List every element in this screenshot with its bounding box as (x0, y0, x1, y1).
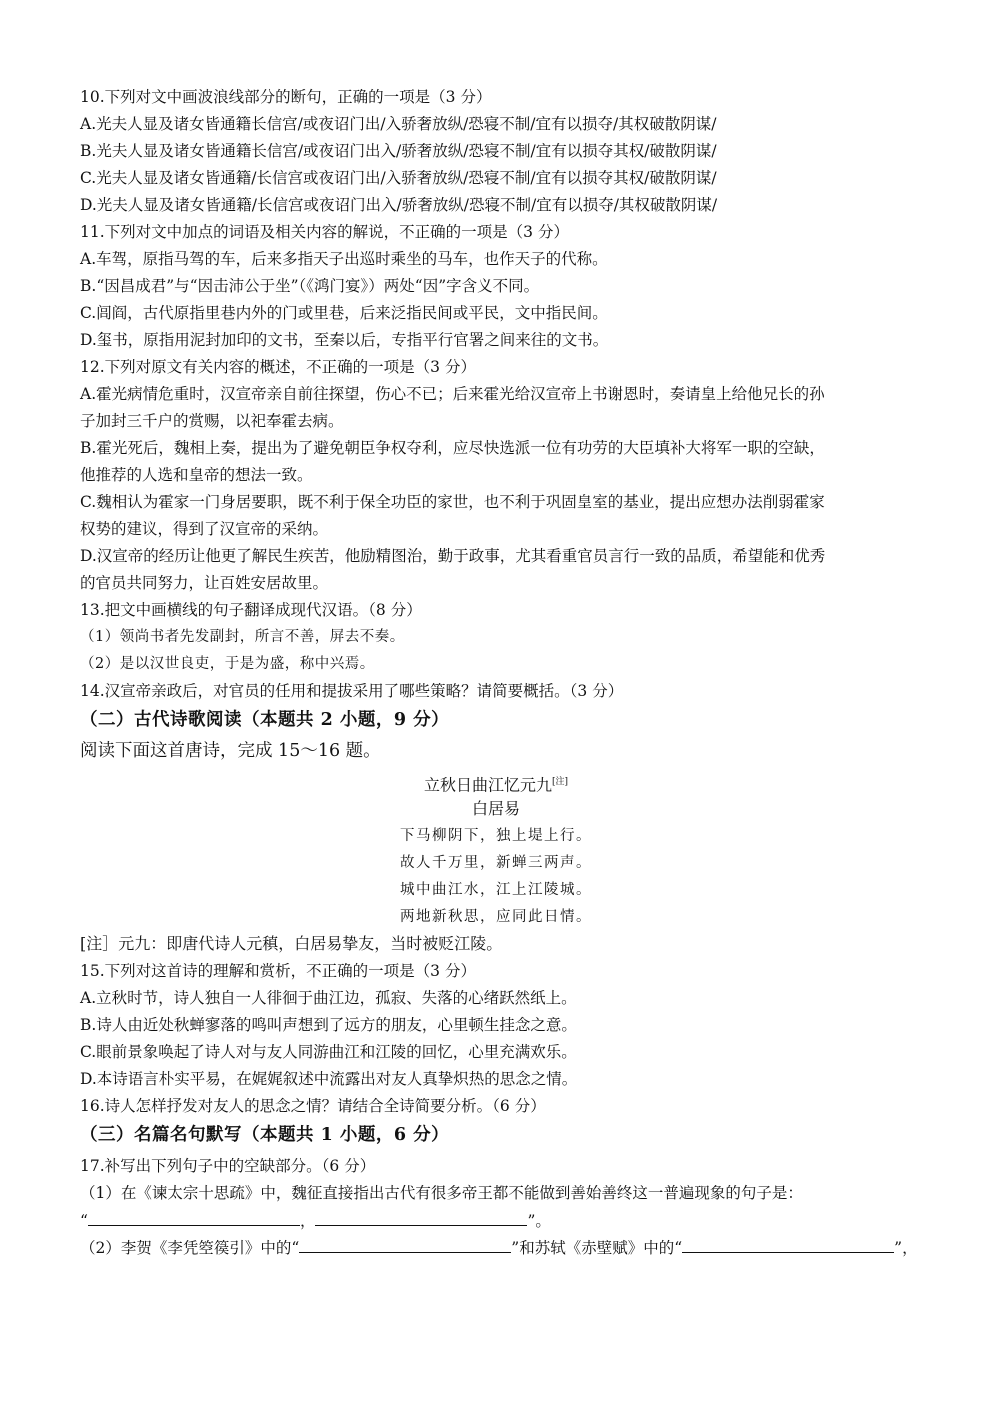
answer-blank-3[interactable] (299, 1236, 511, 1253)
poem-note: [注］元九：即唐代诗人元稹，白居易挚友，当时被贬江陵。 (80, 934, 503, 953)
q17-s2-middle: ”和苏轼《赤壁赋》中的“ (511, 1239, 683, 1257)
q17-sentence-1: （1）在《谏太宗十思疏》中，魏征直接指出古代有很多帝王都不能做到善始善终这一普遍现象的句子是： (80, 1184, 803, 1202)
q15-option-b: B.诗人由近处秋蝉寥落的鸣叫声想到了远方的朋友，心里顿生挂念之意。 (80, 1016, 577, 1034)
q10-option-c: C.光夫人显及诸女皆通籍/长信宫或夜诏门出/入骄奢放纵/恐寝不制/宜有以损夺其权/破散阴谋/ (80, 169, 717, 187)
q14-stem: 14.汉宣帝亲政后，对官员的任用和提拔采用了哪些策略？请简要概括。（3 分） (80, 682, 624, 700)
answer-blank-2[interactable] (315, 1209, 527, 1226)
answer-blank-4[interactable] (682, 1236, 894, 1253)
q15-option-d: D.本诗语言朴实平易，在娓娓叙述中流露出对友人真挚炽热的思念之情。 (80, 1070, 578, 1088)
q12-option-c-line1: C.魏相认为霍家一门身居要职，既不利于保全功臣的家世，也不利于巩固皇室的基业，提出应想办法削弱霍家 (80, 493, 825, 511)
open-quote: “ (80, 1212, 88, 1230)
q10-stem: 10.下列对文中画波浪线部分的断句，正确的一项是（3 分） (80, 88, 492, 106)
q11-option-d: D.玺书，原指用泥封加印的文书，至秦以后，专指平行官署之间来往的文书。 (80, 331, 609, 349)
q11-option-a: A.车驾，原指马驾的车，后来多指天子出巡时乘坐的马车，也作天子的代称。 (80, 250, 608, 268)
q12-option-a-line1: A.霍光病情危重时，汉宣帝亲自前往探望，伤心不已；后来霍光给汉宣帝上书谢恩时，奏请皇上给他兄长的孙 (80, 385, 825, 403)
close-quote: ”。 (527, 1212, 551, 1230)
poem-note-mark: [注] (551, 777, 569, 787)
q11-stem: 11.下列对文中加点的词语及相关内容的解说，不正确的一项是（3 分） (80, 223, 569, 241)
q16-stem: 16.诗人怎样抒发对友人的思念之情？请结合全诗简要分析。（6 分） (80, 1097, 546, 1115)
poem-line-2: 故人千万里，新蝉三两声。 (400, 855, 592, 871)
q10-option-d: D.光夫人显及诸女皆通籍/长信宫或夜诏门出入/骄奢放纵/恐寝不制/宜有以损夺/其权破散阴谋/ (80, 196, 718, 214)
q12-option-a-line2: 子加封三千户的赏赐，以祀奉霍去病。 (80, 412, 344, 430)
poem-line-1: 下马柳阴下，独上堤上行。 (400, 828, 592, 844)
section-3-title: （三）名篇名句默写（本题共 1 小题，6 分） (80, 1125, 450, 1145)
q11-option-b: B.“因昌成君”与“因击沛公于坐”（《鸿门宴》）两处“因”字含义不同。 (80, 277, 540, 295)
q13-sentence-2: （2）是以汉世良吏，于是为盛，称中兴焉。 (80, 656, 375, 672)
poem-author: 白居易 (471, 799, 520, 818)
q10-option-b: B.光夫人显及诸女皆通籍长信宫/或夜诏门出入/骄奢放纵/恐寝不制/宜有以损夺其权/破散阴谋/ (80, 142, 717, 160)
q13-stem: 13.把文中画横线的句子翻译成现代汉语。（8 分） (80, 601, 422, 619)
q11-option-c: C.闾阎，古代原指里巷内外的门或里巷，后来泛指民间或平民，文中指民间。 (80, 304, 608, 322)
poem-title: 立秋日曲江忆元九 (423, 775, 552, 795)
q12-option-d-line2: 的官员共同努力，让百姓安居故里。 (80, 574, 329, 592)
q13-sentence-1: （1）领尚书者先发副封，所言不善，屏去不奏。 (80, 629, 405, 645)
section-2-title: （二）古代诗歌阅读（本题共 2 小题，9 分） (80, 710, 450, 730)
q10-option-a: A.光夫人显及诸女皆通籍长信宫/或夜诏门出/入骄奢放纵/恐寝不制/宜有以损夺/其权破散阴谋/ (80, 115, 717, 133)
q17-sentence-1-blanks (80, 1209, 930, 1232)
q12-option-b-line1: B.霍光死后，魏相上奏，提出为了避免朝臣争权夺利，应尽快选派一位有功劳的大臣填补大将军一职的空缺， (80, 439, 825, 457)
q12-option-b-line2: 他推荐的人选和皇帝的想法一致。 (80, 466, 313, 484)
q15-option-c: C.眼前景象唤起了诗人对与友人同游曲江和江陵的回忆，心里充满欢乐。 (80, 1043, 577, 1061)
poem-line-3: 城中曲江水，江上江陵城。 (400, 882, 592, 898)
poem-line-4: 两地新秋思，应同此日情。 (400, 909, 592, 925)
q17-sentence-2 (80, 1236, 930, 1259)
q12-option-d-line1: D.汉宣帝的经历让他更了解民生疾苦，他励精图治，勤于政事，尤其看重官员言行一致的品质，希望能和优秀 (80, 547, 826, 565)
poem-title-line (0, 771, 992, 796)
q15-stem: 15.下列对这首诗的理解和赏析，不正确的一项是（3 分） (80, 962, 476, 980)
q17-s2-end: ”， (894, 1239, 918, 1257)
answer-blank-1[interactable] (88, 1209, 300, 1226)
q17-s2-prefix: （2）李贺《李凭箜篌引》中的“ (80, 1239, 300, 1257)
section-2-intro: 阅读下面这首唐诗，完成 15～16 题。 (80, 741, 381, 761)
q15-option-a: A.立秋时节，诗人独自一人徘徊于曲江边，孤寂、失落的心绪跃然纸上。 (80, 989, 577, 1007)
comma: ， (299, 1212, 316, 1230)
q12-option-c-line2: 权势的建议，得到了汉宣帝的采纳。 (80, 520, 329, 538)
q12-stem: 12.下列对原文有关内容的概述，不正确的一项是（3 分） (80, 358, 476, 376)
q17-stem: 17.补写出下列句子中的空缺部分。（6 分） (80, 1157, 376, 1175)
